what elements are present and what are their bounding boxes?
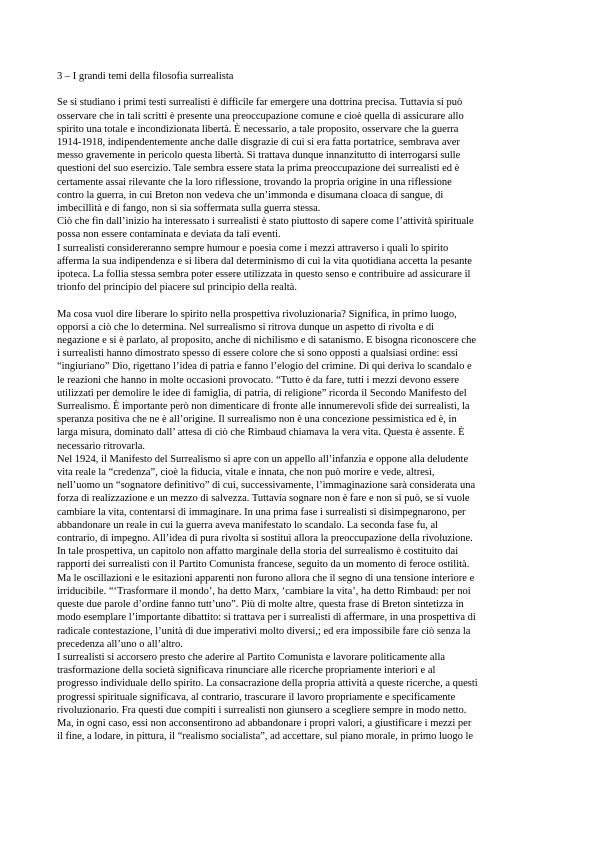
text-line: 1914-1918, indipendentemente anche dalle disgrazie di cui si era fatta portatrice, sembrava aver	[57, 137, 460, 148]
text-line: forza di realizzazione e un mezzo di salvezza. Tuttavia sognare non è fare e non si può, se si vuole	[57, 493, 470, 505]
text-line: ipoteca. La follia stessa sembra poter essere utilizzata in questo senso e contribuire ad assicurare il	[57, 269, 471, 281]
text-line: Ma cosa vuol dire liberare lo spirito nella prospettiva rivoluzionaria? Significa, in primo luogo,	[57, 308, 457, 320]
text-line: i surrealisti hanno dimostrato spesso di essere colore che si sono opposti a qualsiasi ordine: essi	[57, 348, 458, 360]
section-heading: 3 – I grandi temi della filosofia surrealista	[57, 71, 234, 82]
paragraph-block-freedom	[57, 96, 543, 294]
document-body	[57, 70, 543, 743]
text-line: progresso individuale dello spirito. La consacrazione della propria attività a queste ricerche, a questi	[57, 678, 478, 690]
text-line: utilizzati per demolire le idee di famiglia, di patria, di religione” ricorda il Secondo Manifesto del	[57, 387, 467, 399]
paragraph-gap	[57, 294, 543, 307]
paragraph-gap	[57, 83, 543, 96]
text-line: In tale prospettiva, un capitolo non affatto marginale della storia del surrealismo è costituito dai	[57, 546, 459, 558]
text-line: irriducibile. “‘Trasformare il mondo’, ha detto Marx, ‘cambiare la vita’, ha detto Rimbaud: per noi	[57, 585, 471, 597]
text-line: imbecillità e di fango, non si sia soffermata sulla guerra stessa.	[57, 203, 321, 215]
text-line: cambiare la vita, contentarsi di immaginare. In una prima fase i surrealisti si disimpegnarono, per	[57, 506, 466, 518]
text-line: osservare che in tali scritti è presente una preoccupazione comune e cioè quella di assicurare allo	[57, 110, 464, 122]
text-line: possa non essere contaminata e deviata da tali eventi.	[57, 229, 281, 241]
text-line: “ingiuriano” Dio, rigettano l’idea di patria e fanno l’elogio del crimine. Di qui deriva lo scandalo e	[57, 361, 472, 373]
paragraph-block-revolution	[57, 308, 543, 744]
text-line: progressi spirituale significava, al contrario, trascurare il lavoro propriamente e specificamente	[57, 691, 456, 703]
text-line: trasformazione della società significava rinunciare alle ricerche propriamente interiori e al	[57, 665, 436, 677]
text-line: modo esemplare l’importante dibattito: si trattava per i surrealisti di affermare, in una prospettiva di	[57, 612, 476, 624]
text-line: le reazioni che hanno in molte occasioni provocato. “Tutto è da fare, tutti i mezzi devono essere	[57, 374, 459, 386]
text-line: afferma la sua indipendenza e si libera dal determinismo di cui la vita quotidiana accetta la pesante	[57, 255, 472, 267]
text-line: rivoluzionario. Fra questi due compiti i surrealisti non giunsero a scegliere sempre in modo netto.	[57, 704, 467, 716]
text-line: messo gravemente in pericolo questa libertà. Si trattava dunque innanzitutto di interrogarsi sulle	[57, 150, 461, 162]
text-line: questioni del suo esercizio. Tale sembra essere stata la prima preoccupazione dei surrealisti ed è	[57, 163, 460, 175]
text-line: nell’uomo un “sognatore definitivo” di cui, successivamente, l’immaginazione sarà considerata una	[57, 480, 476, 492]
text-line: trionfo del principio del piacere sul principio della realtà.	[57, 282, 297, 294]
text-line: I surrealisti considereranno sempre humour e poesia come i mezzi attraverso i quali lo spirito	[57, 242, 449, 254]
text-line: speranza positiva che ne è all’origine. Il surrealismo non è una concezione pessimistica ed è, in	[57, 414, 457, 426]
text-line: certamente assai rilevante che la loro riflessione, trovando la propria origine in una riflessione	[57, 176, 452, 188]
text-line: opporsi a ciò che lo determina. Nel surrealismo si ritrova dunque un aspetto di rivolta e di	[57, 321, 435, 333]
text-line: Surrealismo. È importante però non dimenticare di fronte alle innumerevoli sfide dei surrealisti, la	[57, 401, 470, 413]
text-line: Ciò che fin dall’inizio ha interessato i surrealisti è stato piuttosto di sapere come l’attività spirituale	[57, 216, 474, 228]
text-line: Ma le oscillazioni e le esitazioni apparenti non furono allora che il segno di una tensione interiore e	[57, 572, 475, 584]
text-line: Nel 1924, il Manifesto del Surrealismo si apre con un appello all’infanzia e oppone alla deludente	[57, 453, 469, 465]
text-line: abbandonare un reale in cui la guerra aveva manifestato lo scandalo. La seconda fase fu, al	[57, 519, 439, 531]
text-line: spirito una totale e incondizionata libertà. È necessario, a tale proposito, osservare che la guerra	[57, 123, 459, 135]
text-line: necessario ritrovarla.	[57, 440, 146, 452]
text-line: queste due parole d’ordine fanno tutt’uno”. Più di molte altre, questa frase di Breton sintetizza in	[57, 599, 464, 611]
text-line: Se si studiano i primi testi surrealisti è difficile far emergere una dottrina precisa. Tuttavia si può	[57, 97, 463, 109]
text-line: contrario, di impegno. All’idea di pura rivolta si sostituì allora la preoccupazione della rivoluzione.	[57, 533, 473, 545]
text-line: negazione e si è parlato, al proposito, anche di nichilismo e di satanismo. E bisogna riconoscere che	[57, 335, 476, 347]
text-line: Ma, in ogni caso, essi non acconsentirono ad abbandonare i propri valori, a giustificare i mezzi per	[57, 717, 472, 729]
text-line: larga misura, dominato dall’ attesa di ciò che Rimbaud chiamava la vera vita. Questa è assente. È	[57, 427, 465, 439]
text-line: I surrealisti si accorsero presto che aderire al Partito Comunista e lavorare politicamente alla	[57, 651, 446, 663]
text-line: precedenza all’uno o all’altro.	[57, 638, 183, 650]
text-line: vita reale la “credenza”, cioè la fiducia, vitale e innata, che non può morire e vede, altresì,	[57, 467, 435, 479]
text-line: rapporti dei surrealisti con il Partito Comunista francese, seguito da un momento di feroce ostilità.	[57, 559, 470, 571]
text-line: radicale contestazione, l’unità di due imperativi molto diversi,; ed era impossibile fare ciò senza la	[57, 625, 471, 637]
text-line: contro la guerra, in cui Breton non vedeva che un’immonda e disumana cloaca di sangue, di	[57, 189, 444, 201]
text-line: il fine, a lodare, in pittura, il “realismo socialista”, ad accettare, sul piano morale, in primo luogo le	[57, 731, 474, 743]
